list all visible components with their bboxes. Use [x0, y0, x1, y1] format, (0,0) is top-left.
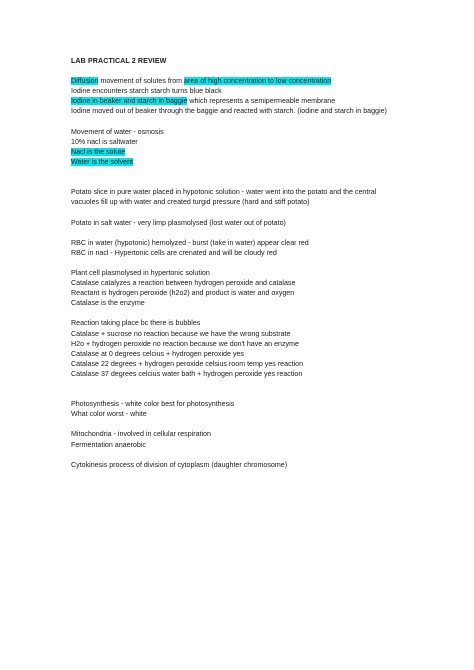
highlight-iodine-beaker: Iodine in beaker and starch in baggie	[71, 97, 188, 106]
catalase-catalyzes-line: Catalase catalyzes a reaction between hydrogen peroxide and catalase	[71, 279, 296, 288]
solute-line	[71, 147, 411, 157]
potato-pure-water-line: Potato slice in pure water placed in hypotonic solution - water went into the potato and the central vacuoles fill up with water and created turgid pressure (hard and stiff potato)	[71, 188, 377, 207]
catalase-0-degrees-line: Catalase at 0 degrees celcius + hydrogen peroxide yes	[71, 349, 244, 358]
iodine-moved-line: Iodine moved out of beaker through the baggie and reacted with starch. (iodine and starch in baggie)	[71, 107, 387, 116]
reaction-bubbles-line: Reaction taking place bc there is bubbles	[71, 319, 201, 328]
solvent-line	[71, 157, 411, 167]
highlight-solute: Nacl is the solute	[71, 147, 126, 156]
catalase-22-degrees-line: Catalase 22 degrees + hydrogen peroxide celsius room temp yes reaction	[71, 359, 304, 368]
cytokinesis-line: Cytokinesis process of division of cytoplasm (daughter chromosome)	[71, 460, 288, 469]
osmosis-line: Movement of water - osmosis	[71, 127, 164, 136]
photosynthesis-line: Photosynthesis - white color best for photosynthesis	[71, 400, 235, 409]
membrane-text: which represents a semipermeable membrane	[187, 97, 336, 106]
document-content	[71, 56, 411, 470]
diffusion-text: movement of solutes from	[98, 77, 185, 86]
rbc-nacl-line: RBC in nacl - Hypertonic cells are crenated and will be cloudy red	[71, 248, 277, 257]
mitochondria-line: Mitochondria - involved in cellular respiration	[71, 430, 211, 439]
catalase-enzyme-line: Catalase is the enzyme	[71, 299, 145, 308]
iodine-beaker-line	[71, 96, 411, 106]
rbc-water-line: RBC in water (hypotonic) hemolyzed - burst (take in water) appear clear red	[71, 238, 309, 247]
h2o-peroxide-line: H2o + hydrogen peroxide no reaction because we don't have an enzyme	[71, 339, 299, 348]
reactant-line: Reactant is hydrogen peroxide (h2o2) and product is water and oxygen	[71, 289, 295, 298]
potato-salt-water-line: Potato in salt water - very limp plasmolysed (lost water out of potato)	[71, 218, 286, 227]
document-title: LAB PRACTICAL 2 REVIEW	[71, 57, 167, 65]
catalase-sucrose-line: Catalase + sucrose no reaction because we have the wrong substrate	[71, 329, 291, 338]
nacl-saltwater-line: 10% nacl is saltwater	[71, 137, 138, 146]
highlight-concentration: area of high concentration to low concentration	[184, 77, 332, 86]
catalase-37-degrees-line: Catalase 37 degrees celcius water bath + hydrogen peroxide yes reaction	[71, 369, 303, 378]
diffusion-line	[71, 76, 411, 86]
highlight-diffusion: Diffusion	[71, 77, 99, 86]
iodine-starch-line: Iodine encounters starch starch turns blue black	[71, 87, 222, 96]
worst-color-line: What color worst - white	[71, 410, 147, 419]
highlight-solvent: Water is the solvent	[71, 157, 134, 166]
plant-cell-line: Plant cell plasmolysed in hypertonic solution	[71, 268, 210, 277]
fermentation-line: Fermentation anaerobic	[71, 440, 146, 449]
